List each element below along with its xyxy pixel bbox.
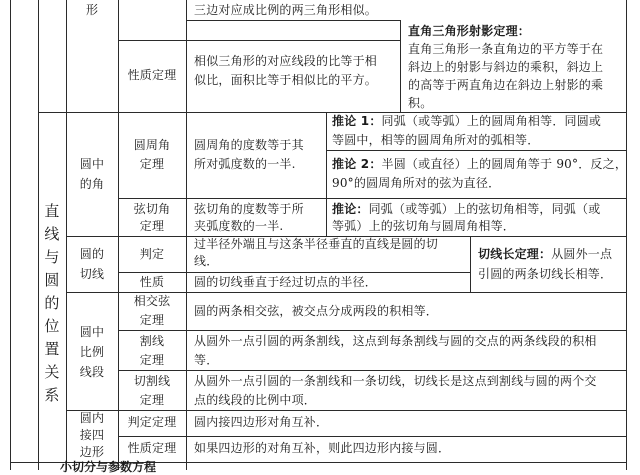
text-line: 过半径外端且与这条半径垂直的直线是圆的切 bbox=[194, 237, 439, 251]
next-section-heading: 小切分与参数方程 bbox=[60, 460, 157, 474]
text-line: 90°的圆周角所对的弦为直径． bbox=[332, 176, 501, 190]
corollary-title: 推论 2： bbox=[332, 157, 382, 171]
projection-title: 直角三角形射影定理： bbox=[408, 24, 531, 38]
text-line: 半圆（或直径）上的圆周角等于 90°．反之， bbox=[381, 157, 628, 171]
proportional-group-label bbox=[66, 322, 118, 382]
theorem-title: 切线长定理： bbox=[478, 247, 552, 261]
cell-border bbox=[118, 40, 186, 41]
main-category-label bbox=[38, 200, 66, 407]
text-line: 等． bbox=[194, 353, 219, 367]
cell-border bbox=[400, 20, 401, 112]
text-line: 圆周角的度数等于其 bbox=[194, 138, 304, 152]
text-line: 似比，面积比等于相似比的平方。 bbox=[194, 73, 378, 87]
corollary-title: 推论： bbox=[332, 202, 369, 216]
cell-border bbox=[470, 236, 471, 292]
tangent-judge-text bbox=[194, 236, 438, 270]
text-line: 定理 bbox=[139, 353, 165, 367]
cell-border bbox=[186, 40, 400, 41]
text-line: 同弧（或等弧）上的圆周角相等．同圆或 bbox=[381, 114, 602, 128]
char: 位 bbox=[44, 317, 60, 335]
corollary-2 bbox=[332, 155, 627, 193]
text-line: 相交弦 bbox=[133, 294, 171, 308]
table-border-right bbox=[626, 0, 627, 470]
cell-border bbox=[118, 330, 626, 331]
projection-text bbox=[408, 40, 603, 112]
text-line: 从圆外一点引圆的两条割线，这点到每条割线与圆的交点的两条线段的积相 bbox=[194, 334, 597, 348]
text-line: 线． bbox=[194, 254, 219, 268]
text-line: 等圆中，相等的圆周角所对的弧相等． bbox=[332, 133, 540, 147]
cell-border bbox=[118, 370, 626, 371]
text-line: 弦切角 bbox=[133, 202, 171, 216]
tangent-prop-text: 圆的切线垂直于经过切点的半径． bbox=[194, 275, 378, 289]
char: 线 bbox=[44, 225, 60, 243]
text-line: 直角三角形一条直角边的平方等于在 bbox=[408, 42, 604, 56]
cyclic-prop-label: 性质定理 bbox=[127, 441, 177, 455]
criterion-text: 三边对应成比例的两三角形相似。 bbox=[194, 3, 378, 17]
tangent-prop-label: 性质 bbox=[139, 275, 165, 289]
text-line: 圆周角 bbox=[133, 138, 171, 152]
cell-border bbox=[186, 112, 187, 470]
text-line: 圆中 bbox=[79, 325, 105, 339]
text-line: 切割线 bbox=[133, 374, 171, 388]
text-line: 积。 bbox=[408, 96, 433, 110]
cell-border bbox=[326, 150, 626, 151]
text-line: 的高等于两直角边在斜边上射影的乘 bbox=[408, 78, 604, 92]
char: 置 bbox=[44, 340, 60, 358]
char: 直 bbox=[44, 202, 60, 220]
cell-border bbox=[118, 436, 626, 437]
cell-border bbox=[118, 198, 626, 199]
text-line: 的角 bbox=[79, 177, 105, 191]
property-text bbox=[194, 52, 377, 90]
circle-angle-group-label bbox=[66, 154, 118, 194]
cell-border bbox=[186, 20, 400, 21]
cell-border bbox=[326, 112, 327, 236]
inscribed-angle-text bbox=[194, 136, 304, 174]
char: 关 bbox=[44, 363, 60, 381]
text-line: 弦切角的度数等于所 bbox=[194, 202, 304, 216]
char: 的 bbox=[44, 294, 60, 312]
text-line: 同弧（或等弧）上的弦切角相等，同弧（或 bbox=[368, 202, 601, 216]
secant-label bbox=[118, 332, 186, 370]
text-line: 割线 bbox=[139, 334, 165, 348]
chord-tangent-text bbox=[194, 201, 304, 235]
intersect-chord-label bbox=[118, 292, 186, 330]
inscribed-angle-label bbox=[118, 136, 186, 174]
char: 与 bbox=[44, 248, 60, 266]
text-line: 定理 bbox=[139, 393, 165, 407]
text-line: 从圆外一点 bbox=[551, 247, 613, 261]
secant-tangent-text bbox=[194, 372, 597, 410]
text-line: 圆中 bbox=[79, 157, 105, 171]
secant-text bbox=[194, 332, 597, 370]
cyclic-prop-text: 如果四边形的对角互补，则此四边形内接与圆． bbox=[194, 441, 451, 455]
text-line: 定理 bbox=[139, 157, 165, 171]
row-border bbox=[66, 410, 626, 411]
text-line: 线段 bbox=[79, 365, 105, 379]
text-line: 点的线段的比例中项． bbox=[194, 393, 317, 407]
table-border bbox=[66, 0, 67, 470]
corollary-title: 推论 1： bbox=[332, 114, 382, 128]
shape-label: 形 bbox=[86, 3, 99, 17]
cyclic-quad-group-label bbox=[66, 410, 118, 461]
text-line: 圆的 bbox=[79, 247, 105, 261]
chord-tangent-label bbox=[118, 201, 186, 235]
text-line: 从圆外一点引圆的一条割线和一条切线，切线长是这点到割线与圆的两个交 bbox=[194, 374, 597, 388]
corollary-1 bbox=[332, 112, 601, 150]
secant-tangent-label bbox=[118, 372, 186, 410]
property-label: 性质定理 bbox=[127, 68, 177, 82]
text-line: 边形 bbox=[79, 445, 105, 459]
intersect-chord-text: 圆的两条相交弦，被交点分成两段的积相等． bbox=[194, 304, 439, 318]
table-border-left bbox=[10, 0, 11, 470]
tangent-length-theorem bbox=[478, 244, 612, 284]
cyclic-judge-label: 判定定理 bbox=[127, 415, 177, 429]
text-line: 相似三角形的对应线段的比等于相 bbox=[194, 54, 378, 68]
text-line: 等弧）上的弦切角与圆周角相等． bbox=[332, 219, 516, 233]
text-line: 定理 bbox=[139, 313, 165, 327]
char: 系 bbox=[44, 386, 60, 404]
char: 圆 bbox=[44, 271, 60, 289]
chord-tangent-corollary bbox=[332, 201, 600, 235]
cyclic-judge-text: 圆内接四边形对角互补． bbox=[194, 415, 329, 429]
text-line: 切线 bbox=[79, 267, 105, 281]
tangent-judge-label: 判定 bbox=[139, 247, 165, 261]
cell-border bbox=[118, 0, 119, 112]
text-line: 圆内 bbox=[79, 411, 105, 425]
text-line: 引圆的两条切线长相等． bbox=[478, 267, 613, 281]
tangent-group-label bbox=[66, 244, 118, 284]
cell-border bbox=[186, 0, 187, 112]
text-line: 斜边上的射影与斜边的乘积，斜边上 bbox=[408, 60, 604, 74]
text-line: 夹弧度数的一半. bbox=[194, 219, 284, 233]
text-line: 比例 bbox=[79, 345, 105, 359]
text-line: 接四 bbox=[79, 428, 105, 442]
text-line: 定理 bbox=[139, 219, 165, 233]
text-line: 所对弧度数的一半. bbox=[194, 157, 296, 171]
